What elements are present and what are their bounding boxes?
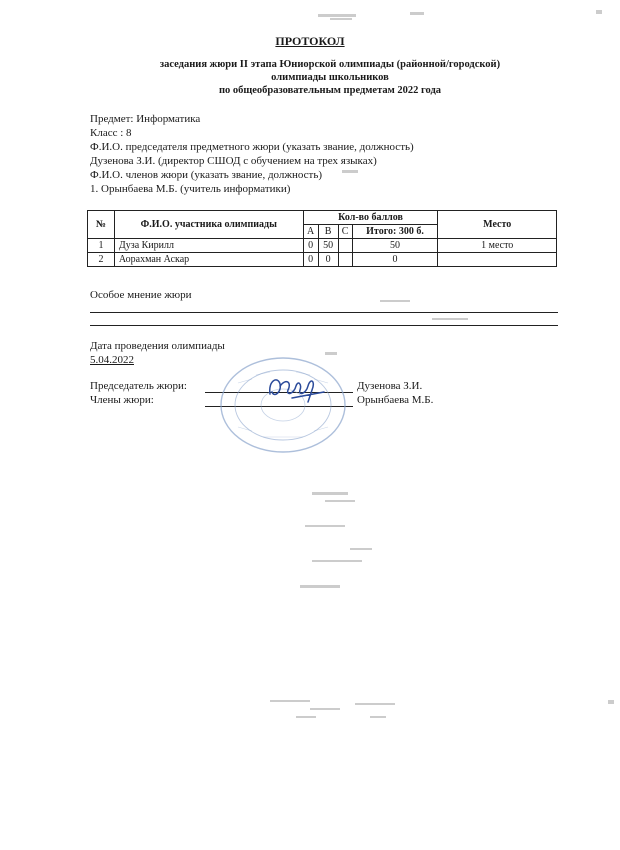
col-header-a: A xyxy=(303,225,318,239)
handwritten-signature xyxy=(262,368,332,408)
results-table xyxy=(87,210,557,267)
col-header-scores: Кол-во баллов xyxy=(303,211,438,225)
subtitle-line-1: заседания жюри II этапа Юниорской олимпиады (районной/городской) xyxy=(159,59,501,70)
cell-place: 1 место xyxy=(438,239,557,253)
chair-signature-label: Председатель жюри: xyxy=(90,380,187,392)
cell-name: Дуза Кирилл xyxy=(114,239,303,253)
chair-caption: Ф.И.О. председателя предметного жюри (указать звание, должность) xyxy=(90,141,414,153)
cell-b: 0 xyxy=(318,253,338,267)
info-block xyxy=(90,112,414,196)
chair-line: Дузенова З.И. (директор СШОД с обучением на трех языках) xyxy=(90,155,377,167)
chair-signature-name: Дузенова З.И. xyxy=(357,380,423,392)
date-value: 5.04.2022 xyxy=(90,354,134,366)
table-header-row xyxy=(88,211,557,225)
cell-place xyxy=(438,253,557,267)
member-line-1: 1. Орынбаева М.Б. (учитель информатики) xyxy=(90,183,291,195)
cell-num: 1 xyxy=(88,239,115,253)
cell-b: 50 xyxy=(318,239,338,253)
subject-line: Предмет: Информатика xyxy=(90,113,201,125)
cell-total: 50 xyxy=(352,239,438,253)
members-caption: Ф.И.О. членов жюри (указать звание, должность) xyxy=(90,169,323,181)
document-title: ПРОТОКОЛ xyxy=(275,34,345,48)
table-row xyxy=(88,239,557,253)
opinion-label: Особое мнение жюри xyxy=(90,289,192,301)
members-signature-name: Орынбаева М.Б. xyxy=(357,394,434,406)
cell-c xyxy=(338,239,352,253)
members-signature-label: Члены жюри: xyxy=(90,394,154,406)
opinion-line-2 xyxy=(90,325,558,326)
col-header-total: Итого: 300 б. xyxy=(352,225,438,239)
subtitle-line-2: олимпиады школьников xyxy=(271,72,389,83)
cell-c xyxy=(338,253,352,267)
cell-a: 0 xyxy=(303,239,318,253)
cell-name: Аорахман Аскар xyxy=(114,253,303,267)
date-label: Дата проведения олимпиады xyxy=(90,340,225,352)
opinion-line-1 xyxy=(90,312,558,313)
col-header-b: B xyxy=(318,225,338,239)
grade-line: Класс : 8 xyxy=(90,127,132,139)
col-header-num: № xyxy=(88,211,115,239)
col-header-place: Место xyxy=(438,211,557,239)
document-subtitle xyxy=(100,58,560,97)
cell-num: 2 xyxy=(88,253,115,267)
cell-a: 0 xyxy=(303,253,318,267)
table-row xyxy=(88,253,557,267)
col-header-c: C xyxy=(338,225,352,239)
cell-total: 0 xyxy=(352,253,438,267)
subtitle-line-3: по общеобразовательным предметам 2022 года xyxy=(218,85,442,96)
col-header-name: Ф.И.О. участника олимпиады xyxy=(114,211,303,239)
